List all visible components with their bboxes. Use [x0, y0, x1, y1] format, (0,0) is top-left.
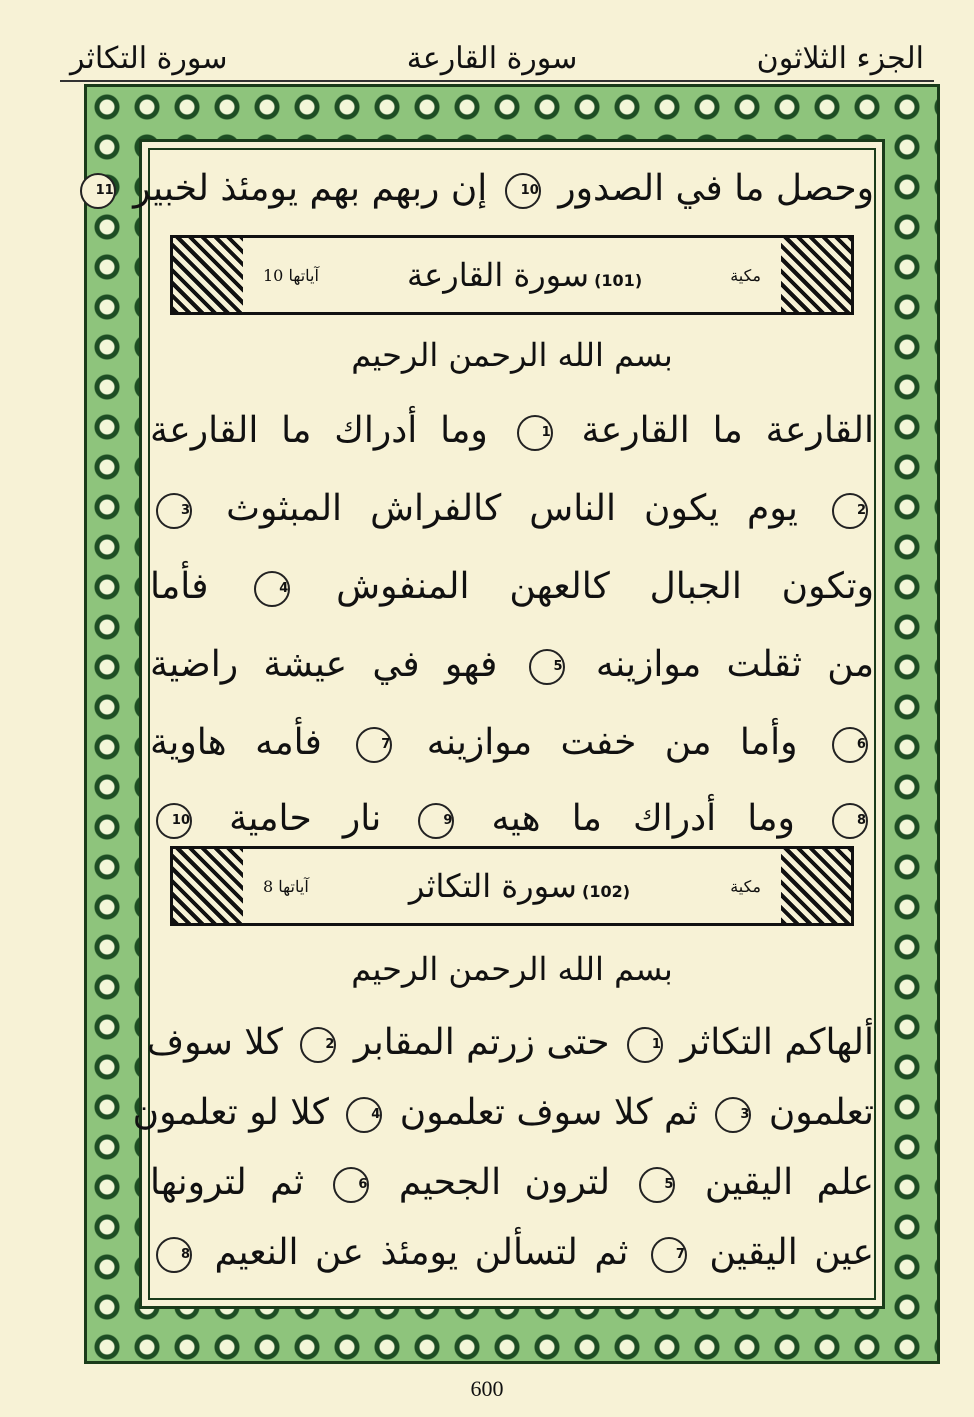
ayah-marker: 8: [156, 1237, 192, 1273]
ayah-marker: 6: [832, 727, 868, 763]
ayah-marker: 10: [505, 173, 541, 209]
verse-text: حتى زرتم المقابر: [353, 1022, 610, 1063]
verse-line: [146, 1014, 874, 1072]
banner-ornament-right: [781, 238, 851, 312]
verse-text: لترون الجحيم: [398, 1162, 611, 1203]
surah-name-group: [409, 867, 630, 905]
banner-ornament-right: [781, 849, 851, 923]
verse-line: [132, 1084, 874, 1142]
verse-text: ألهاكم التكاثر: [680, 1022, 874, 1063]
ayah-marker: 4: [346, 1097, 382, 1133]
verse-text: فأما: [150, 566, 209, 607]
verse-text: فأمه هاوية: [150, 722, 322, 763]
surah-number: (101): [594, 271, 643, 290]
page-number: 600: [470, 1376, 504, 1401]
verse-text: يوم يكون الناس كالفراش المبثوث: [226, 488, 798, 529]
banner-ornament-left: [173, 238, 243, 312]
ayah-marker: 9: [418, 803, 454, 839]
surah-type: مكية: [730, 265, 761, 285]
verse-text: من ثقلت موازينه: [595, 644, 874, 685]
banner-ornament-left: [173, 849, 243, 923]
verse-text: علم اليقين: [704, 1162, 874, 1203]
verse-text: نار حامية: [229, 798, 382, 839]
verse-line: [150, 480, 874, 538]
ayah-marker: 1: [517, 415, 553, 451]
verse-line: [150, 1224, 874, 1282]
ayah-marker: 2: [300, 1027, 336, 1063]
verse-line: [150, 1154, 874, 1212]
surah-name: سورة التكاثر: [408, 867, 577, 905]
surah-ayat-count: آياتها 10: [263, 265, 319, 285]
surah-banner-qaria: [170, 235, 854, 315]
verse-text: كلا لو تعلمون: [132, 1092, 329, 1133]
ayah-marker: 5: [639, 1167, 675, 1203]
verse-line: [150, 636, 874, 694]
ayah-marker: 8: [832, 803, 868, 839]
surah-title-center: سورة القارعة: [406, 41, 578, 76]
ayah-marker: 3: [715, 1097, 751, 1133]
verse-text: كلا سوف: [146, 1022, 283, 1063]
surah-number: (102): [582, 882, 631, 901]
juz-title: الجزء الثلاثون: [756, 41, 924, 76]
surah-name-group: [407, 256, 642, 294]
basmala: بسم الله الرحمن الرحيم: [351, 336, 673, 374]
verse-text: تعلمون: [768, 1092, 874, 1133]
verse-line: [150, 714, 874, 772]
surah-ayat-count: آياتها 8: [263, 876, 309, 896]
verse-text: وما أدراك ما هيه: [491, 798, 795, 839]
verse-text: ثم كلا سوف تعلمون: [399, 1092, 698, 1133]
verse-text: وتكون الجبال كالعهن المنفوش: [336, 566, 874, 607]
verse-line: [150, 558, 874, 616]
verse-text: فهو في عيشة راضية: [150, 644, 498, 685]
surah-type: مكية: [730, 876, 761, 896]
surah-banner-takathur: [170, 846, 854, 926]
page-header: [60, 18, 934, 82]
ayah-marker: 3: [156, 493, 192, 529]
ayah-marker: 4: [254, 571, 290, 607]
verse-line: [150, 790, 874, 848]
surah-title-left: سورة التكاثر: [70, 41, 228, 76]
ayah-marker: 6: [333, 1167, 369, 1203]
ayah-marker: 7: [651, 1237, 687, 1273]
verse-text: وأما من خفت موازينه: [426, 722, 798, 763]
verse-text: وما أدراك ما القارعة: [150, 410, 488, 451]
ayah-marker: 5: [529, 649, 565, 685]
verse-text: عين اليقين: [709, 1232, 874, 1273]
ayah-marker: 10: [156, 803, 192, 839]
ayah-marker: 11: [80, 173, 116, 209]
verse-text: إن ربهم بهم يومئذ لخبير: [133, 168, 488, 209]
basmala: بسم الله الرحمن الرحيم: [351, 950, 673, 988]
verse-text: القارعة ما القارعة: [581, 410, 874, 451]
surah-name: سورة القارعة: [406, 256, 589, 294]
verse-text: ثم لتسألن يومئذ عن النعيم: [214, 1232, 629, 1273]
verse-text: ثم لترونها: [150, 1162, 305, 1203]
ayah-marker: 7: [356, 727, 392, 763]
page-content: [95, 150, 874, 1305]
ayah-marker: 2: [832, 493, 868, 529]
verse-text: وحصل ما في الصدور: [558, 168, 874, 209]
ayah-marker: 1: [627, 1027, 663, 1063]
verse-line: [95, 160, 874, 218]
verse-line: [150, 402, 874, 460]
